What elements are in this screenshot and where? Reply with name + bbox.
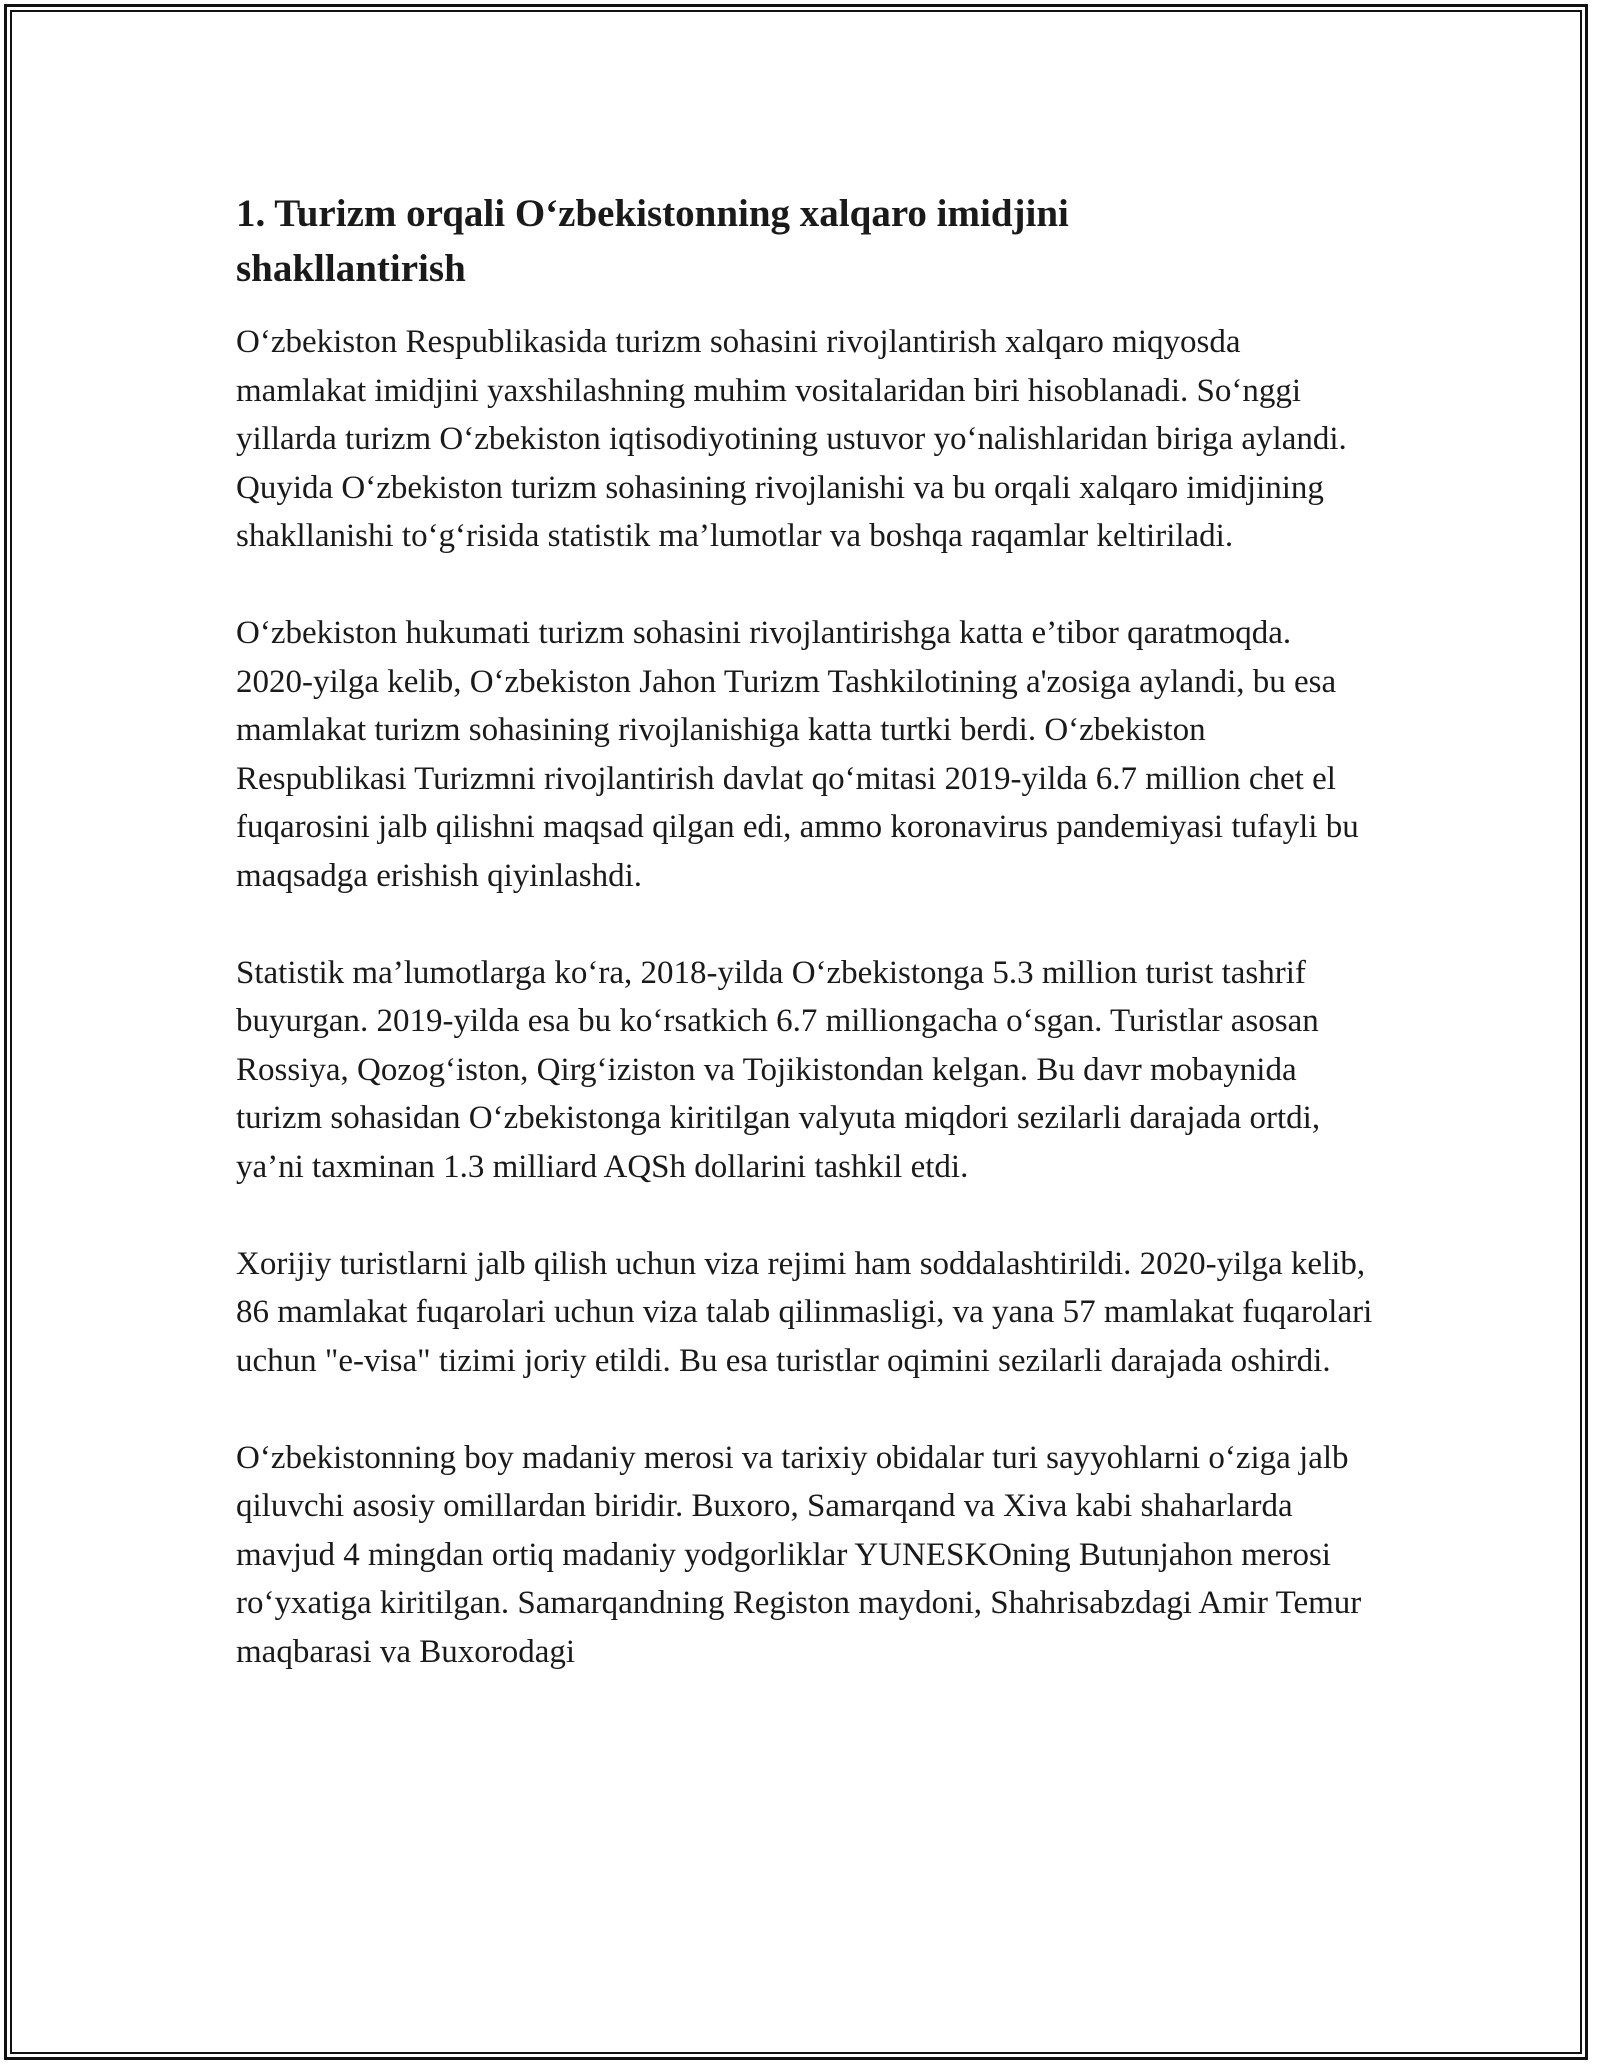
paragraph-statistics: Statistik ma’lumotlarga ko‘ra, 2018-yilda O‘zbekistonga 5.3 million turist tashrif buyurgan. 2019-yilda esa bu ko‘rsatkich 6.7 milliongacha o‘sgan. Turistlar asosan Rossiya, Qozog‘iston, Qirg‘iziston va Tojikistondan kelgan. Bu davr mobaynida turizm sohasidan O‘zbekistonga kiritilgan valyuta miqdori sezilarli darajada ortdi, ya’ni taxminan 1.3 milliard AQSh dollarini tashkil etdi. xyxy=(236,954,1321,1185)
paragraph-heritage: O‘zbekistonning boy madaniy merosi va tarixiy obidalar turi sayyohlarni o‘ziga jalb qiluvchi asosiy omillardan biridir. Buxoro, Samarqand va Xiva kabi shaharlarda mavjud 4 mingdan ortiq madaniy yodgorliklar YUNESKOning Butunjahon merosi ro‘yxatiga kiritilgan. Samarqandning Registon maydoni, Shahrisabzdagi Amir Temur maqbarasi va Buxorodagi xyxy=(236,1439,1362,1670)
paragraph-intro: O‘zbekiston Respublikasida turizm sohasini rivojlantirish xalqaro miqyosda mamlakat imidjini yaxshilashning muhim vositalaridan biri hisoblanadi. So‘nggi yillarda turizm O‘zbekiston iqtisodiyotining ustuvor yo‘nalishlaridan biriga aylandi. Quyida O‘zbekiston turizm sohasining rivojlanishi va bu orqali xalqaro imidjining shakllanishi to‘g‘risida statistik ma’lumotlar va boshqa raqamlar keltiriladi. xyxy=(236,324,1347,554)
document-body xyxy=(236,186,1376,1725)
paragraph-visa: Xorijiy turistlarni jalb qilish uchun viza rejimi ham soddalashtirildi. 2020-yilga kelib, 86 mamlakat fuqarolari uchun viza talab qilinmasligi, va yana 57 mamlakat fuqarolari uchun "e-visa" tizimi joriy etildi. Bu esa turistlar oqimini sezilarli darajada oshirdi. xyxy=(236,1245,1373,1379)
section-title: 1. Turizm orqali O‘zbekistonning xalqaro imidjini shakllantirish xyxy=(236,192,1069,290)
paragraph-government: O‘zbekiston hukumati turizm sohasini rivojlantirishga katta e’tibor qaratmoqda. 2020-yilga kelib, O‘zbekiston Jahon Turizm Tashkilotining a'zosiga aylandi, bu esa mamlakat turizm sohasining rivojlanishiga katta turtki berdi. O‘zbekiston Respublikasi Turizmni rivojlantirish davlat qo‘mitasi 2019-yilda 6.7 million chet el fuqarosini jalb qilishni maqsad qilgan edi, ammo koronavirus pandemiyasi tufayli bu maqsadga erishish qiyinlashdi. xyxy=(236,615,1359,894)
